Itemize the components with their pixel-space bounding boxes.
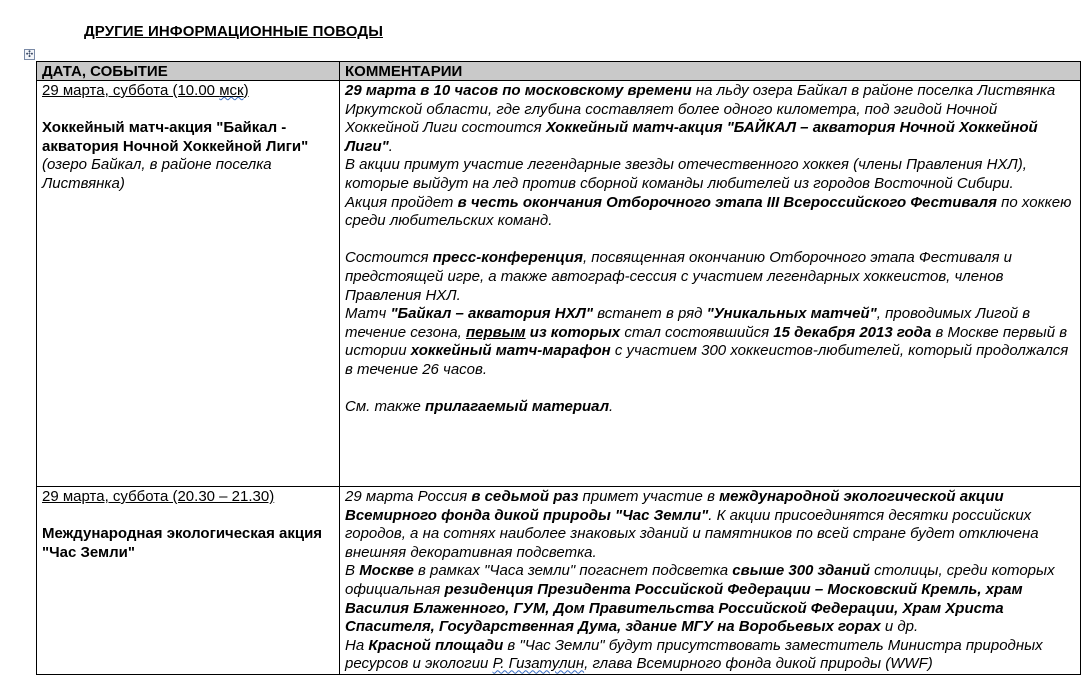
text-run: , проводимых Лигой в течение сезона, [345,305,1031,341]
text-run: . К акции присоединятся десятки российских городов, а на сотнях наиболее знаковых зданий и памятников по всей стране будет отключена внешняя декоративная подсветка. [345,506,1039,561]
table-row [37,487,1081,675]
page-heading: ДРУГИЕ ИНФОРМАЦИОННЫЕ ПОВОДЫ [84,23,383,40]
text-run: Красной площади [368,636,504,654]
spellcheck-marked-text: мск [219,82,244,99]
text-run: в Москве первый в истории [345,323,1068,360]
text-run: , глава Всемирного фонда дикой природы (WWF) [584,655,933,673]
event-date: 29 марта, суббота (10.00 мск) [42,82,249,99]
table-move-handle-icon[interactable]: ✣ [25,49,34,59]
text-run: в рамках "Часа земли" погаснет подсветка [413,562,733,580]
comment-paragraph [345,249,1075,305]
column-header-comments: КОММЕНТАРИИ [340,62,1081,81]
text-run: 29 марта Россия [345,488,472,505]
comment-paragraph [345,562,1075,636]
event-title: Хоккейный матч-акция "Байкал - акватория Ночной Хоккейной Лиги" [42,119,309,155]
text-run: Матч [345,305,391,323]
event-place: (озеро Байкал, в районе поселка Листвянка) [42,156,272,192]
blank-line [42,507,334,526]
comment-paragraph [345,398,1075,417]
comment-cell[interactable] [340,81,1081,487]
text-run: прилагаемый материал [425,398,610,416]
text-run: из которых [525,323,621,341]
text-run: "Байкал – акватория НХЛ" [390,305,594,323]
table-header-row [37,62,1081,81]
text-run: примет участие в [578,488,720,505]
text-run: резиденция Президента Российской Федерации – Московский Кремль, храм Василия Блаженного, ГУМ, Дом Правительства Российской Федерации, Храм Христа Спасителя, Государственная Дума, здание МГУ на Воробьевых горах [345,580,1023,636]
event-title: Международная экологическая акция "Час Земли" [42,525,323,561]
text-run: . [388,137,393,155]
text-run: 29 марта в 10 часов по московскому времени [345,82,692,99]
text-run: хоккейный матч-марафон [410,342,611,360]
blank-line [345,380,1075,399]
comment-cell[interactable] [340,487,1081,675]
text-run: столицы, среди которых официальная [345,562,1055,598]
text-run: свыше 300 зданий [732,562,871,580]
text-run: на льду озера Байкал в районе поселка Листвянка Иркутской области, где глубина составляет более одного километра, под эгидой Ночной Хоккейной Лиги состоится [345,82,1056,137]
text-run: . [609,398,614,416]
text-run: См. также [345,398,426,416]
text-run: В [345,562,360,580]
comment-paragraph [345,305,1075,379]
text-run: по хоккею среди любительских команд. [345,193,1072,230]
comment-paragraph [345,82,1075,156]
events-table [36,61,1081,675]
comment-paragraph [345,637,1075,674]
event-cell[interactable] [37,81,340,487]
text-run: и др. [880,618,919,636]
comment-paragraph [345,194,1075,231]
text-run: с участием 300 хоккеистов-любителей, который продолжался в течение 26 часов. [345,342,1069,378]
text-run: 15 декабря 2013 года [773,323,932,341]
text-run: в "Час Земли" будут присутствовать заместитель Министра природных ресурсов и экологии [345,636,1043,673]
blank-line [345,231,1075,250]
text-run: , посвященная окончанию Отборочного этапа Фестиваля и предстоящей игре, а также автограф-сессия с участием легендарных хоккеистов, членов Правления НХЛ. [345,249,1012,304]
text-run: Акция пройдет [345,193,458,211]
text-run: пресс-конференция [432,249,583,267]
text-run: международной экологической акции Всемирного фонда дикой природы "Час Земли" [345,488,1004,524]
text-run: стал состоявшийся [620,323,774,341]
text-run: Москве [359,562,414,580]
comment-paragraph [345,488,1075,562]
text-run: в честь окончания Отборочного этапа III Всероссийского Фестиваля [457,193,997,211]
event-date: 29 марта, суббота (20.30 – 21.30) [42,488,275,505]
blank-line [42,101,334,120]
spellcheck-marked-text: Р. Гизатулин [492,655,585,673]
text-run: первым [465,323,526,341]
text-run: На [345,636,369,654]
text-run: встанет в ряд [593,305,707,323]
event-cell[interactable] [37,487,340,675]
text-run: Состоится [345,249,433,267]
text-run: В акции примут участие легендарные звезды отечественного хоккея (члены Правления НХЛ), которые выйдут на лед против сборной команды любителей из городов Восточной Сибири. [345,156,1027,192]
column-header-date-event: ДАТА, СОБЫТИЕ [37,62,340,81]
table-row [37,81,1081,487]
text-run: в седьмой раз [471,488,579,505]
text-run: "Уникальных матчей" [706,305,877,323]
comment-paragraph [345,156,1075,193]
text-run: Хоккейный матч-акция "БАЙКАЛ – акватория Ночной Хоккейной Лиги" [345,119,1038,155]
